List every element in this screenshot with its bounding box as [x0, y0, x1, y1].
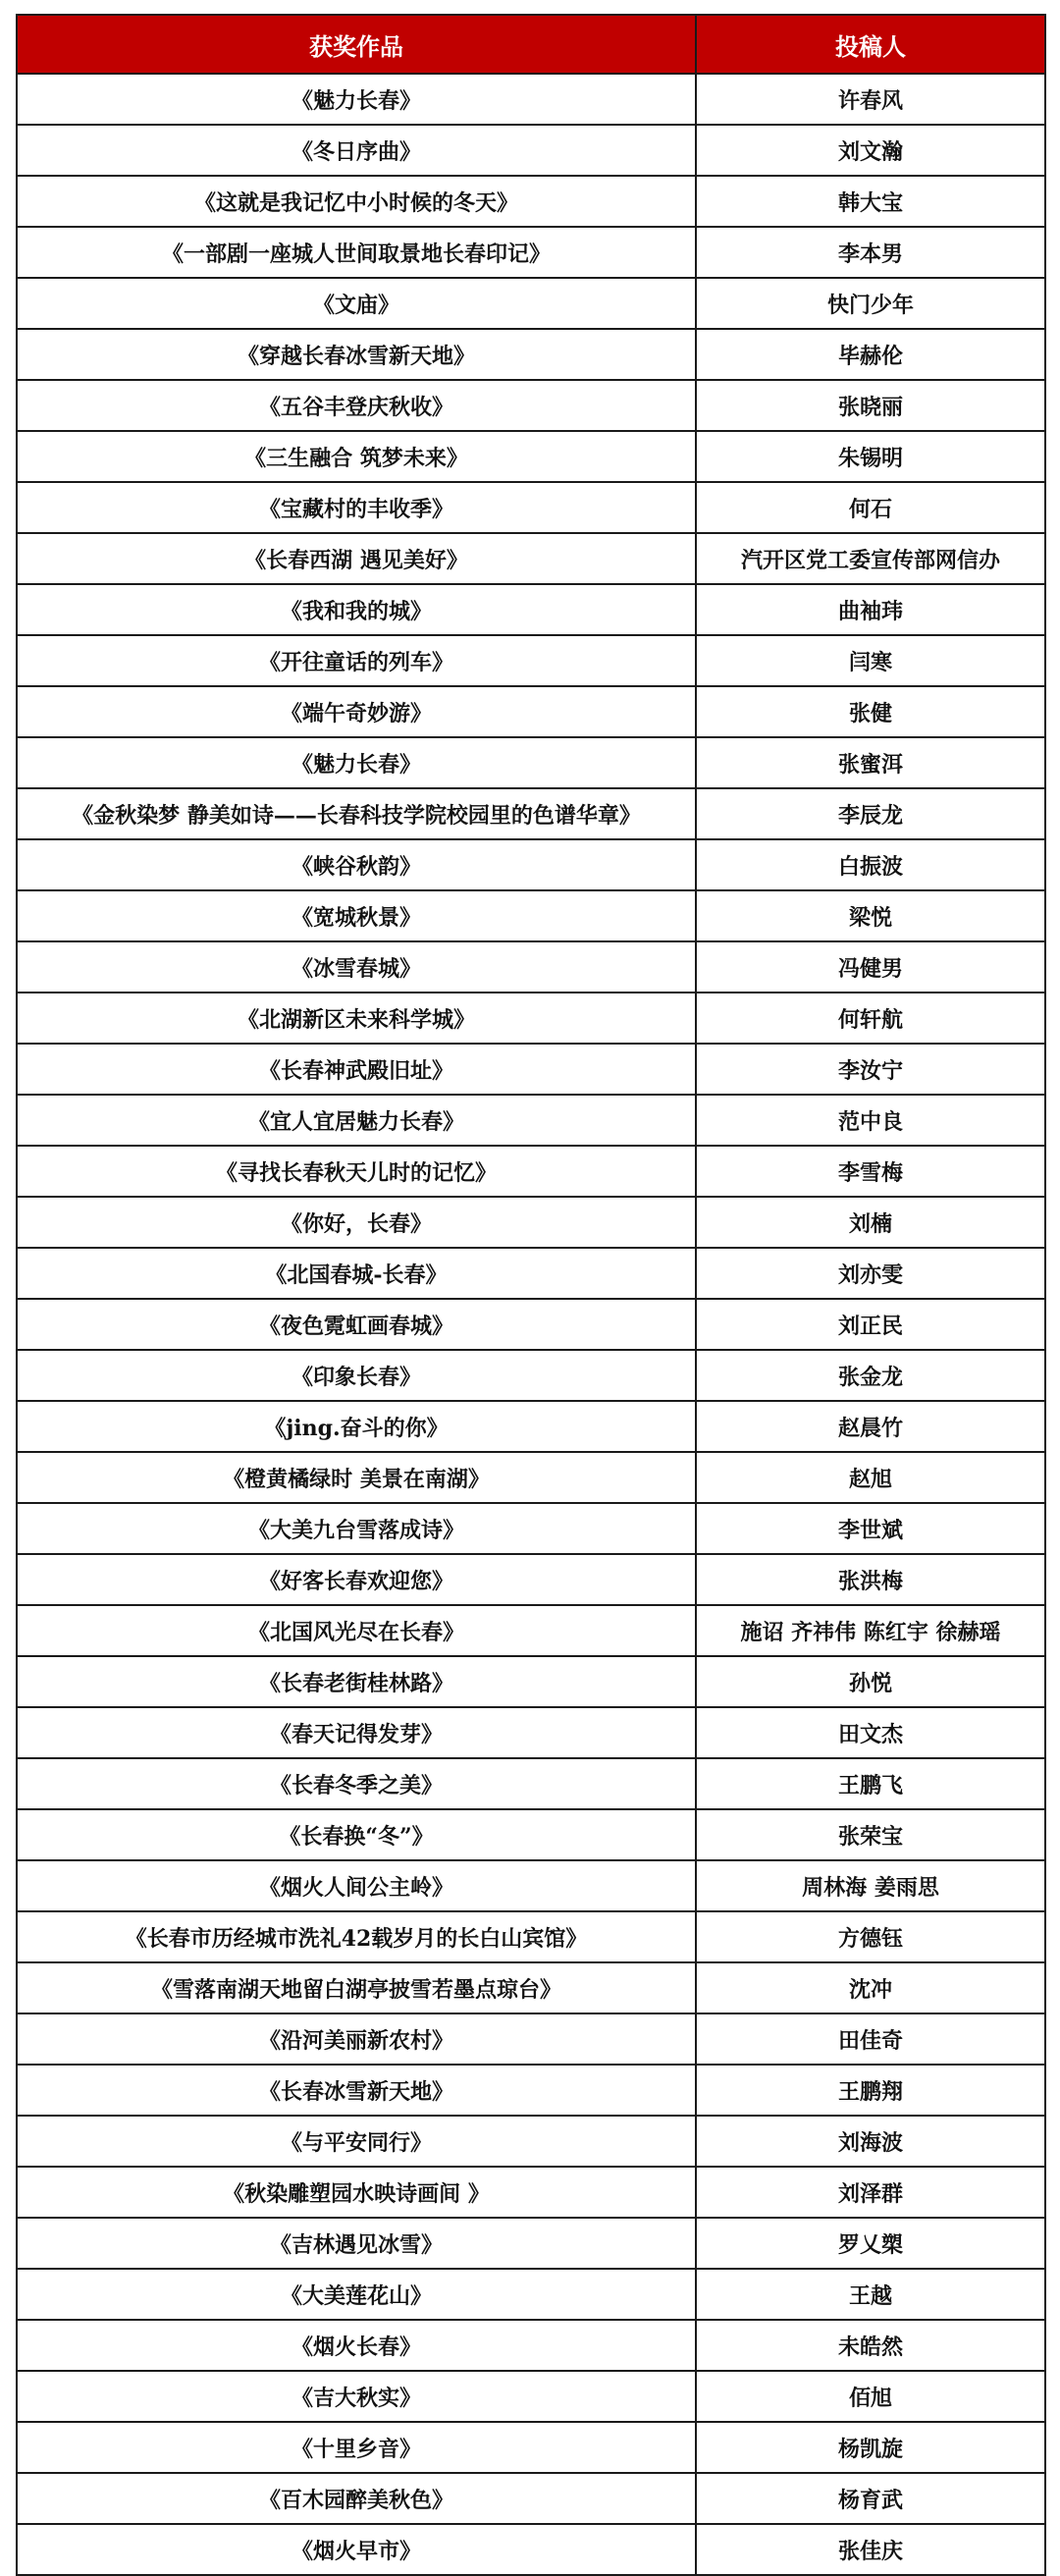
- work-title-cell: 《好客长春欢迎您》: [17, 1554, 696, 1605]
- author-cell: 汽开区党工委宣传部网信办: [696, 533, 1045, 584]
- awards-table: [16, 14, 1046, 2576]
- table-row: [17, 584, 1045, 635]
- table-row: [17, 1911, 1045, 1962]
- table-row: [17, 1503, 1045, 1554]
- work-title-cell: 《长春西湖 遇见美好》: [17, 533, 696, 584]
- work-title-cell: 《宝藏村的丰收季》: [17, 482, 696, 533]
- table-row: [17, 176, 1045, 227]
- table-row: [17, 533, 1045, 584]
- table-row: [17, 278, 1045, 329]
- author-cell: 施诏 齐祎伟 陈红宇 徐赫瑶: [696, 1605, 1045, 1656]
- author-cell: 刘楠: [696, 1197, 1045, 1248]
- author-cell: 李雪梅: [696, 1146, 1045, 1197]
- table-row: [17, 227, 1045, 278]
- author-cell: 刘文瀚: [696, 125, 1045, 176]
- work-title-cell: 《jing.奋斗的你》: [17, 1401, 696, 1452]
- author-cell: 何石: [696, 482, 1045, 533]
- author-cell: 孙悦: [696, 1656, 1045, 1707]
- author-cell: 朱锡明: [696, 431, 1045, 482]
- work-title-cell: 《春天记得发芽》: [17, 1707, 696, 1758]
- author-cell: 张荣宝: [696, 1809, 1045, 1860]
- table-row: [17, 993, 1045, 1044]
- header-row: [17, 15, 1045, 74]
- author-cell: 毕赫伦: [696, 329, 1045, 380]
- author-cell: 范中良: [696, 1095, 1045, 1146]
- author-cell: 韩大宝: [696, 176, 1045, 227]
- table-row: [17, 1758, 1045, 1809]
- table-row: [17, 1350, 1045, 1401]
- work-title-cell: 《长春老街桂林路》: [17, 1656, 696, 1707]
- table-row: [17, 839, 1045, 890]
- author-cell: 刘正民: [696, 1299, 1045, 1350]
- work-title-cell: 《开往童话的列车》: [17, 635, 696, 686]
- author-cell: 冯健男: [696, 941, 1045, 993]
- author-cell: 赵晨竹: [696, 1401, 1045, 1452]
- work-title-cell: 《长春神武殿旧址》: [17, 1044, 696, 1095]
- table-row: [17, 2167, 1045, 2218]
- work-title-cell: 《冬日序曲》: [17, 125, 696, 176]
- work-title-cell: 《长春冰雪新天地》: [17, 2065, 696, 2116]
- author-cell: 未皓然: [696, 2320, 1045, 2371]
- work-title-cell: 《冰雪春城》: [17, 941, 696, 993]
- table-row: [17, 1095, 1045, 1146]
- author-cell: 张健: [696, 686, 1045, 737]
- work-title-cell: 《北国春城-长春》: [17, 1248, 696, 1299]
- work-title-cell: 《吉大秋实》: [17, 2371, 696, 2422]
- author-cell: 周林海 姜雨思: [696, 1860, 1045, 1911]
- table-row: [17, 2473, 1045, 2524]
- author-cell: 刘亦雯: [696, 1248, 1045, 1299]
- author-cell: 李世斌: [696, 1503, 1045, 1554]
- table-row: [17, 1248, 1045, 1299]
- table-row: [17, 737, 1045, 788]
- awards-sheet: [16, 14, 1044, 2576]
- author-cell: 快门少年: [696, 278, 1045, 329]
- table-row: [17, 380, 1045, 431]
- work-title-cell: 《雪落南湖天地留白湖亭披雪若墨点琼台》: [17, 1962, 696, 2013]
- author-cell: 张晓丽: [696, 380, 1045, 431]
- author-cell: 赵旭: [696, 1452, 1045, 1503]
- table-row: [17, 1146, 1045, 1197]
- author-cell: 佰旭: [696, 2371, 1045, 2422]
- work-title-cell: 《长春市历经城市洗礼42载岁月的长白山宾馆》: [17, 1911, 696, 1962]
- work-title-cell: 《你好，长春》: [17, 1197, 696, 1248]
- header-author: 投稿人: [696, 15, 1045, 74]
- author-cell: 李辰龙: [696, 788, 1045, 839]
- work-title-cell: 《北国风光尽在长春》: [17, 1605, 696, 1656]
- author-cell: 何轩航: [696, 993, 1045, 1044]
- table-row: [17, 431, 1045, 482]
- author-cell: 刘海波: [696, 2116, 1045, 2167]
- author-cell: 白振波: [696, 839, 1045, 890]
- table-row: [17, 125, 1045, 176]
- table-row: [17, 2320, 1045, 2371]
- table-row: [17, 2524, 1045, 2575]
- table-row: [17, 788, 1045, 839]
- author-cell: 梁悦: [696, 890, 1045, 941]
- work-title-cell: 《金秋染梦 静美如诗——长春科技学院校园里的色谱华章》: [17, 788, 696, 839]
- table-body: [17, 74, 1045, 2575]
- author-cell: 李汝宁: [696, 1044, 1045, 1095]
- table-row: [17, 2116, 1045, 2167]
- work-title-cell: 《大美九台雪落成诗》: [17, 1503, 696, 1554]
- table-row: [17, 2218, 1045, 2269]
- table-row: [17, 1605, 1045, 1656]
- work-title-cell: 《橙黄橘绿时 美景在南湖》: [17, 1452, 696, 1503]
- author-cell: 王鹏翔: [696, 2065, 1045, 2116]
- work-title-cell: 《北湖新区未来科学城》: [17, 993, 696, 1044]
- work-title-cell: 《三生融合 筑梦未来》: [17, 431, 696, 482]
- table-row: [17, 1452, 1045, 1503]
- work-title-cell: 《长春换“冬”》: [17, 1809, 696, 1860]
- author-cell: 许春风: [696, 74, 1045, 125]
- author-cell: 张金龙: [696, 1350, 1045, 1401]
- author-cell: 王鹏飞: [696, 1758, 1045, 1809]
- author-cell: 闫寒: [696, 635, 1045, 686]
- work-title-cell: 《宽城秋景》: [17, 890, 696, 941]
- table-row: [17, 1401, 1045, 1452]
- table-row: [17, 1299, 1045, 1350]
- work-title-cell: 《长春冬季之美》: [17, 1758, 696, 1809]
- table-row: [17, 2269, 1045, 2320]
- work-title-cell: 《秋染雕塑园水映诗画间 》: [17, 2167, 696, 2218]
- work-title-cell: 《文庙》: [17, 278, 696, 329]
- work-title-cell: 《这就是我记忆中小时候的冬天》: [17, 176, 696, 227]
- author-cell: 张洪梅: [696, 1554, 1045, 1605]
- header-work: 获奖作品: [17, 15, 696, 74]
- work-title-cell: 《印象长春》: [17, 1350, 696, 1401]
- table-row: [17, 1044, 1045, 1095]
- work-title-cell: 《宜人宜居魅力长春》: [17, 1095, 696, 1146]
- author-cell: 王越: [696, 2269, 1045, 2320]
- table-row: [17, 1197, 1045, 1248]
- work-title-cell: 《一部剧一座城人世间取景地长春印记》: [17, 227, 696, 278]
- table-row: [17, 1962, 1045, 2013]
- author-cell: 杨育武: [696, 2473, 1045, 2524]
- work-title-cell: 《我和我的城》: [17, 584, 696, 635]
- work-title-cell: 《穿越长春冰雪新天地》: [17, 329, 696, 380]
- author-cell: 田佳奇: [696, 2013, 1045, 2065]
- table-row: [17, 635, 1045, 686]
- work-title-cell: 《魅力长春》: [17, 74, 696, 125]
- table-row: [17, 1656, 1045, 1707]
- table-row: [17, 890, 1045, 941]
- author-cell: 罗乂槊: [696, 2218, 1045, 2269]
- table-row: [17, 329, 1045, 380]
- author-cell: 曲袖玮: [696, 584, 1045, 635]
- author-cell: 张蜜洱: [696, 737, 1045, 788]
- table-row: [17, 74, 1045, 125]
- work-title-cell: 《魅力长春》: [17, 737, 696, 788]
- work-title-cell: 《大美莲花山》: [17, 2269, 696, 2320]
- author-cell: 田文杰: [696, 1707, 1045, 1758]
- table-row: [17, 1554, 1045, 1605]
- author-cell: 杨凯旋: [696, 2422, 1045, 2473]
- work-title-cell: 《夜色霓虹画春城》: [17, 1299, 696, 1350]
- table-row: [17, 1707, 1045, 1758]
- author-cell: 李本男: [696, 227, 1045, 278]
- work-title-cell: 《五谷丰登庆秋收》: [17, 380, 696, 431]
- table-row: [17, 941, 1045, 993]
- work-title-cell: 《峡谷秋韵》: [17, 839, 696, 890]
- work-title-cell: 《吉林遇见冰雪》: [17, 2218, 696, 2269]
- table-row: [17, 2013, 1045, 2065]
- work-title-cell: 《沿河美丽新农村》: [17, 2013, 696, 2065]
- author-cell: 张佳庆: [696, 2524, 1045, 2575]
- work-title-cell: 《与平安同行》: [17, 2116, 696, 2167]
- work-title-cell: 《烟火早市》: [17, 2524, 696, 2575]
- work-title-cell: 《烟火人间公主岭》: [17, 1860, 696, 1911]
- table-row: [17, 2371, 1045, 2422]
- work-title-cell: 《端午奇妙游》: [17, 686, 696, 737]
- work-title-cell: 《烟火长春》: [17, 2320, 696, 2371]
- work-title-cell: 《十里乡音》: [17, 2422, 696, 2473]
- table-row: [17, 1860, 1045, 1911]
- table-row: [17, 2422, 1045, 2473]
- table-row: [17, 2065, 1045, 2116]
- author-cell: 沈冲: [696, 1962, 1045, 2013]
- author-cell: 方德钰: [696, 1911, 1045, 1962]
- author-cell: 刘泽群: [696, 2167, 1045, 2218]
- table-row: [17, 1809, 1045, 1860]
- work-title-cell: 《寻找长春秋天儿时的记忆》: [17, 1146, 696, 1197]
- work-title-cell: 《百木园醉美秋色》: [17, 2473, 696, 2524]
- table-row: [17, 686, 1045, 737]
- table-row: [17, 482, 1045, 533]
